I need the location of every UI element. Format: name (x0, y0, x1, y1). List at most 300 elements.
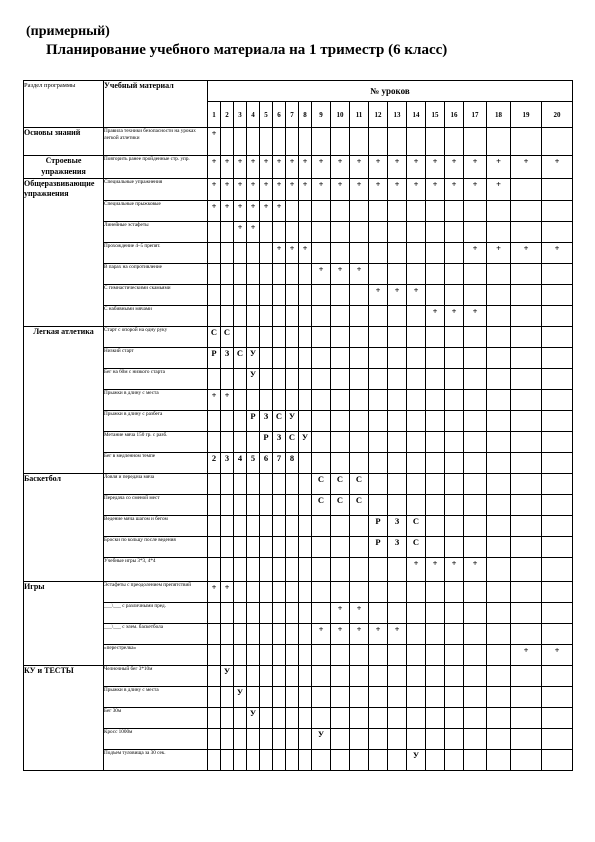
lesson-cell (221, 749, 234, 770)
lesson-cell (407, 305, 426, 326)
lesson-cell (369, 494, 388, 515)
lesson-cell (369, 665, 388, 686)
lesson-cell (426, 263, 445, 284)
lesson-cell: + (369, 156, 388, 179)
material-cell: Метание мяча 150 гр. с разб. (104, 431, 208, 452)
lesson-number: 2 (221, 102, 234, 128)
lesson-cell (487, 644, 511, 665)
lesson-cell (487, 494, 511, 515)
header-material: Учебный материал (104, 81, 208, 128)
lesson-cell (312, 221, 331, 242)
lesson-cell (464, 452, 487, 473)
lesson-cell (369, 581, 388, 602)
section-cell: Основы знаний (24, 128, 104, 156)
lesson-cell: З (273, 431, 286, 452)
lesson-cell (350, 707, 369, 728)
lesson-cell (331, 242, 350, 263)
lesson-cell (208, 305, 221, 326)
lesson-cell (350, 581, 369, 602)
lesson-cell (542, 749, 573, 770)
lesson-cell (426, 749, 445, 770)
lesson-cell: + (208, 156, 221, 179)
lesson-cell (312, 581, 331, 602)
lesson-cell (426, 686, 445, 707)
lesson-cell (487, 557, 511, 581)
lesson-cell (511, 494, 542, 515)
lesson-cell: 6 (260, 452, 273, 473)
lesson-cell (407, 707, 426, 728)
lesson-cell (260, 473, 273, 494)
lesson-cell (273, 749, 286, 770)
lesson-cell (331, 326, 350, 347)
lesson-cell (407, 221, 426, 242)
lesson-cell (542, 602, 573, 623)
lesson-cell (542, 368, 573, 389)
lesson-cell (388, 200, 407, 221)
table-row (24, 128, 573, 156)
lesson-cell (234, 515, 247, 536)
lesson-cell: + (221, 178, 234, 200)
material-cell: Низкий старт (104, 347, 208, 368)
lesson-cell (234, 389, 247, 410)
lesson-cell (445, 263, 464, 284)
lesson-cell (286, 557, 299, 581)
lesson-cell (511, 368, 542, 389)
lesson-cell (273, 473, 286, 494)
lesson-cell (208, 557, 221, 581)
lesson-cell (350, 284, 369, 305)
material-cell: Бег 30м (104, 707, 208, 728)
table-row (24, 515, 573, 536)
lesson-cell (388, 707, 407, 728)
lesson-cell (299, 128, 312, 156)
lesson-cell: + (273, 178, 286, 200)
lesson-cell (299, 347, 312, 368)
lesson-cell: + (234, 221, 247, 242)
lesson-cell (286, 707, 299, 728)
lesson-cell: Р (260, 431, 273, 452)
lesson-cell (234, 128, 247, 156)
lesson-cell (350, 686, 369, 707)
lesson-cell: С (350, 473, 369, 494)
lesson-number: 20 (542, 102, 573, 128)
lesson-cell (511, 602, 542, 623)
lesson-cell (312, 200, 331, 221)
lesson-cell: + (234, 156, 247, 179)
lesson-cell (487, 284, 511, 305)
lesson-cell (221, 431, 234, 452)
lesson-cell (234, 263, 247, 284)
lesson-cell (208, 623, 221, 644)
lesson-cell (542, 431, 573, 452)
lesson-cell (511, 410, 542, 431)
lesson-cell (331, 728, 350, 749)
lesson-cell (369, 749, 388, 770)
lesson-cell (445, 536, 464, 557)
lesson-cell (511, 749, 542, 770)
lesson-cell (542, 557, 573, 581)
lesson-cell (299, 728, 312, 749)
lesson-cell (426, 494, 445, 515)
lesson-cell (464, 200, 487, 221)
lesson-cell (331, 347, 350, 368)
lesson-cell (234, 557, 247, 581)
lesson-cell (234, 749, 247, 770)
lesson-cell (388, 263, 407, 284)
material-cell: С гимнастическими скамьями (104, 284, 208, 305)
lesson-cell (260, 602, 273, 623)
lesson-cell (350, 749, 369, 770)
lesson-cell: + (511, 156, 542, 179)
lesson-cell (208, 602, 221, 623)
lesson-cell (388, 728, 407, 749)
material-cell: В парах на сопротивление (104, 263, 208, 284)
lesson-cell (487, 200, 511, 221)
lesson-cell: + (388, 623, 407, 644)
lesson-number: 1 (208, 102, 221, 128)
lesson-cell (350, 536, 369, 557)
lesson-cell (407, 602, 426, 623)
lesson-cell (464, 686, 487, 707)
lesson-cell (312, 644, 331, 665)
lesson-cell (260, 494, 273, 515)
lesson-cell (273, 644, 286, 665)
lesson-cell (464, 410, 487, 431)
lesson-cell (542, 284, 573, 305)
lesson-cell (331, 431, 350, 452)
lesson-cell (286, 536, 299, 557)
lesson-cell (542, 200, 573, 221)
lesson-cell: + (542, 242, 573, 263)
lesson-cell (511, 178, 542, 200)
lesson-cell (407, 347, 426, 368)
lesson-cell (511, 263, 542, 284)
lesson-cell (445, 602, 464, 623)
lesson-cell (426, 221, 445, 242)
lesson-cell: + (464, 156, 487, 179)
lesson-cell (312, 284, 331, 305)
lesson-cell (247, 494, 260, 515)
lesson-cell (273, 284, 286, 305)
lesson-cell (260, 686, 273, 707)
lesson-cell: + (208, 389, 221, 410)
lesson-cell (247, 728, 260, 749)
lesson-cell: + (350, 602, 369, 623)
lesson-cell (208, 749, 221, 770)
lesson-cell (445, 665, 464, 686)
lesson-cell (445, 686, 464, 707)
lesson-cell: + (542, 644, 573, 665)
lesson-cell (312, 602, 331, 623)
lesson-cell (247, 536, 260, 557)
lesson-cell: С (286, 431, 299, 452)
lesson-cell (312, 749, 331, 770)
lesson-cell (221, 644, 234, 665)
lesson-cell (369, 473, 388, 494)
lesson-cell (426, 200, 445, 221)
lesson-cell (407, 263, 426, 284)
lesson-cell (487, 473, 511, 494)
table-row (24, 665, 573, 686)
lesson-cell (260, 326, 273, 347)
lesson-cell (247, 326, 260, 347)
lesson-cell (286, 473, 299, 494)
lesson-cell (208, 242, 221, 263)
table-row (24, 156, 573, 179)
lesson-cell (299, 494, 312, 515)
lesson-cell (388, 242, 407, 263)
lesson-cell: + (221, 389, 234, 410)
lesson-cell: + (221, 156, 234, 179)
lesson-cell: У (247, 368, 260, 389)
lesson-cell (299, 263, 312, 284)
lesson-cell (299, 368, 312, 389)
lesson-number: 5 (260, 102, 273, 128)
material-cell: Прохождение 4–5 препят. (104, 242, 208, 263)
lesson-cell: С (312, 473, 331, 494)
lesson-cell (511, 452, 542, 473)
lesson-cell (247, 623, 260, 644)
lesson-cell (464, 536, 487, 557)
lesson-cell (299, 602, 312, 623)
lesson-cell (542, 178, 573, 200)
lesson-cell (487, 515, 511, 536)
material-cell: «перестрелка» (104, 644, 208, 665)
lesson-cell: З (221, 347, 234, 368)
lesson-cell: Р (247, 410, 260, 431)
lesson-cell (331, 128, 350, 156)
lesson-cell (260, 557, 273, 581)
lesson-cell (464, 494, 487, 515)
lesson-cell (445, 347, 464, 368)
lesson-cell: С (331, 473, 350, 494)
lesson-cell: + (286, 156, 299, 179)
lesson-cell (369, 728, 388, 749)
lesson-cell: Р (208, 347, 221, 368)
lesson-cell (312, 452, 331, 473)
lesson-cell: + (312, 178, 331, 200)
lesson-cell (369, 305, 388, 326)
lesson-cell (208, 284, 221, 305)
lesson-cell (350, 242, 369, 263)
lesson-cell (487, 623, 511, 644)
lesson-cell (487, 686, 511, 707)
lesson-cell (260, 665, 273, 686)
table-row (24, 284, 573, 305)
lesson-cell (273, 602, 286, 623)
table-row (24, 623, 573, 644)
material-cell: Прыжки в длину с разбега (104, 410, 208, 431)
lesson-cell (273, 494, 286, 515)
lesson-cell (331, 686, 350, 707)
lesson-cell (407, 326, 426, 347)
lesson-cell (426, 728, 445, 749)
lesson-cell (542, 494, 573, 515)
section-cell: Игры (24, 581, 104, 665)
lesson-cell: + (331, 156, 350, 179)
lesson-cell (407, 473, 426, 494)
lesson-cell: 4 (234, 452, 247, 473)
lesson-cell (299, 305, 312, 326)
lesson-cell (234, 242, 247, 263)
lesson-cell (388, 128, 407, 156)
table-row (24, 581, 573, 602)
lesson-cell: + (426, 156, 445, 179)
lesson-cell (388, 473, 407, 494)
table-row (24, 557, 573, 581)
lesson-cell (464, 749, 487, 770)
lesson-cell (487, 263, 511, 284)
lesson-cell (369, 263, 388, 284)
lesson-cell: + (299, 156, 312, 179)
lesson-cell (299, 581, 312, 602)
lesson-cell (542, 452, 573, 473)
lesson-cell (273, 128, 286, 156)
header-row-1 (24, 81, 573, 102)
lesson-cell (388, 494, 407, 515)
lesson-number: 4 (247, 102, 260, 128)
material-cell: Подъем туловища за 30 сек. (104, 749, 208, 770)
lesson-cell (511, 665, 542, 686)
lesson-cell (426, 623, 445, 644)
table-row (24, 368, 573, 389)
lesson-cell (426, 410, 445, 431)
lesson-cell (388, 581, 407, 602)
lesson-cell: У (221, 665, 234, 686)
header-lessons: № уроков (208, 81, 573, 102)
lesson-cell (260, 749, 273, 770)
lesson-cell: + (273, 242, 286, 263)
table-row (24, 686, 573, 707)
lesson-cell (445, 473, 464, 494)
lesson-cell (445, 623, 464, 644)
lesson-cell (331, 557, 350, 581)
lesson-cell (221, 728, 234, 749)
lesson-cell (260, 728, 273, 749)
lesson-number: 15 (426, 102, 445, 128)
lesson-cell (286, 644, 299, 665)
lesson-cell (234, 284, 247, 305)
lesson-number: 10 (331, 102, 350, 128)
lesson-cell: + (350, 263, 369, 284)
lesson-cell: + (388, 284, 407, 305)
lesson-cell (426, 431, 445, 452)
lesson-cell: + (445, 557, 464, 581)
lesson-cell (350, 557, 369, 581)
lesson-cell (208, 221, 221, 242)
material-cell: Передача со сменой мест (104, 494, 208, 515)
title-prefix: (примерный) (26, 24, 110, 39)
lesson-cell (260, 623, 273, 644)
lesson-cell (331, 368, 350, 389)
lesson-cell (312, 431, 331, 452)
lesson-cell (542, 305, 573, 326)
lesson-cell (388, 326, 407, 347)
lesson-cell (208, 494, 221, 515)
table-row (24, 221, 573, 242)
lesson-cell (407, 410, 426, 431)
table-row (24, 644, 573, 665)
lesson-cell (273, 263, 286, 284)
lesson-cell (542, 707, 573, 728)
lesson-cell (208, 515, 221, 536)
lesson-number: 3 (234, 102, 247, 128)
lesson-cell (407, 389, 426, 410)
material-cell: Учебные игры 3*3, 4*4 (104, 557, 208, 581)
lesson-cell (407, 200, 426, 221)
lesson-cell (312, 410, 331, 431)
lesson-cell (273, 686, 286, 707)
lesson-cell (260, 221, 273, 242)
lesson-cell (487, 305, 511, 326)
material-cell: Эстафеты с преодолением препятствий (104, 581, 208, 602)
lesson-cell (407, 623, 426, 644)
lesson-cell (369, 644, 388, 665)
lesson-cell (445, 707, 464, 728)
lesson-cell (260, 581, 273, 602)
lesson-cell (542, 686, 573, 707)
lesson-cell (487, 347, 511, 368)
material-cell: Ведение мяча шагом и бегом (104, 515, 208, 536)
material-cell: Броски по кольцу после ведения (104, 536, 208, 557)
lesson-cell (260, 305, 273, 326)
lesson-cell (511, 728, 542, 749)
lesson-cell (221, 557, 234, 581)
material-cell: Бег в медленном темпе (104, 452, 208, 473)
lesson-cell (331, 515, 350, 536)
lesson-cell (234, 623, 247, 644)
lesson-cell (407, 644, 426, 665)
lesson-cell (445, 410, 464, 431)
lesson-number: 12 (369, 102, 388, 128)
lesson-cell (247, 665, 260, 686)
lesson-cell (445, 221, 464, 242)
material-cell: Повторить ранее пройденные стр. упр. (104, 156, 208, 179)
lesson-cell: + (407, 178, 426, 200)
lesson-cell (247, 284, 260, 305)
lesson-cell (542, 389, 573, 410)
lesson-cell (221, 284, 234, 305)
section-cell: Легкая атлетика (24, 326, 104, 473)
lesson-cell (234, 536, 247, 557)
lesson-cell (542, 536, 573, 557)
lesson-cell (221, 602, 234, 623)
lesson-cell (426, 515, 445, 536)
lesson-cell (273, 368, 286, 389)
lesson-cell (247, 557, 260, 581)
lesson-cell (445, 200, 464, 221)
lesson-cell (350, 410, 369, 431)
lesson-cell: Р (369, 515, 388, 536)
lesson-cell (312, 707, 331, 728)
lesson-number: 13 (388, 102, 407, 128)
lesson-cell: + (247, 221, 260, 242)
lesson-cell (445, 644, 464, 665)
lesson-cell: + (388, 178, 407, 200)
lesson-cell (487, 728, 511, 749)
lesson-cell (350, 326, 369, 347)
lesson-cell: + (487, 178, 511, 200)
lesson-cell (445, 389, 464, 410)
lesson-cell (208, 536, 221, 557)
lesson-cell (247, 515, 260, 536)
lesson-cell: С (273, 410, 286, 431)
lesson-cell (407, 728, 426, 749)
lesson-cell (286, 200, 299, 221)
lesson-cell (312, 242, 331, 263)
material-cell: Бег на 60м с низкого старта (104, 368, 208, 389)
lesson-cell: С (221, 326, 234, 347)
